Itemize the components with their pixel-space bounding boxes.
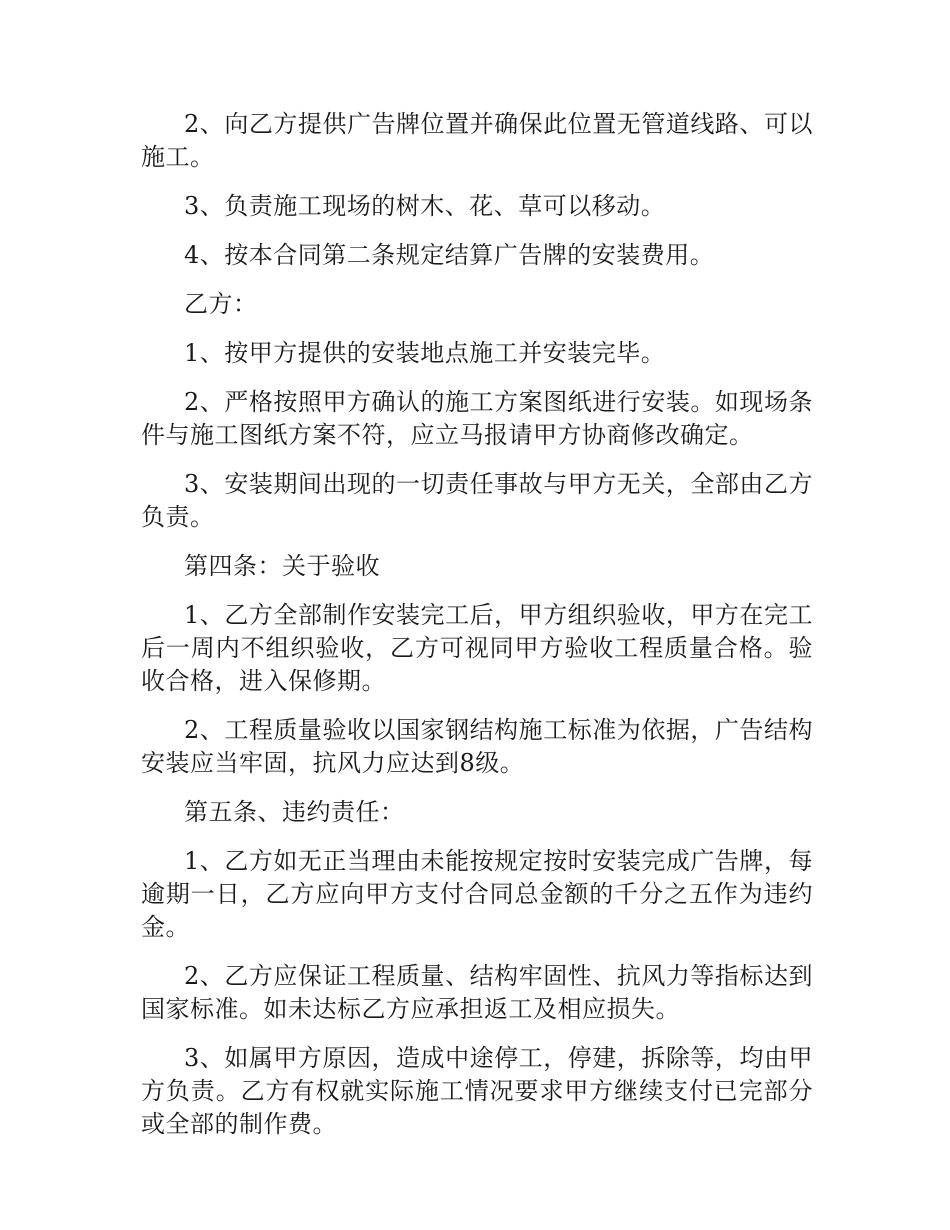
paragraph-party-b-clause-2: 2、严格按照甲方确认的施工方案图纸进行安装。如现场条件与施工图纸方案不符，应立马报请甲方协商修改确定。 bbox=[141, 388, 813, 449]
heading-article-five: 第五条、违约责任： bbox=[184, 798, 405, 826]
paragraph-liability-clause-3: 3、如属甲方原因，造成中途停工，停建，拆除等，均由甲方负责。乙方有权就实际施工情况要求甲方继续支付已完部分或全部的制作费。 bbox=[141, 1044, 813, 1138]
paragraph-party-a-clause-3: 3、负责施工现场的树木、花、草可以移动。 bbox=[184, 192, 666, 220]
heading-party-b: 乙方： bbox=[184, 290, 258, 318]
paragraph-acceptance-clause-2: 2、工程质量验收以国家钢结构施工标准为依据，广告结构安装应当牢固，抗风力应达到8级。 bbox=[141, 716, 813, 777]
document-body bbox=[141, 108, 813, 1157]
paragraph-party-a-clause-2: 2、向乙方提供广告牌位置并确保此位置无管道线路、可以施工。 bbox=[141, 110, 813, 171]
paragraph-acceptance-clause-1: 1、乙方全部制作安装完工后，甲方组织验收，甲方在完工后一周内不组织验收，乙方可视同甲方验收工程质量合格。验收合格，进入保修期。 bbox=[141, 601, 813, 695]
heading-article-four: 第四条：关于验收 bbox=[184, 552, 380, 580]
paragraph-liability-clause-1: 1、乙方如无正当理由未能按规定按时安装完成广告牌，每逾期一日，乙方应向甲方支付合同总金额的千分之五作为违约金。 bbox=[141, 847, 813, 941]
paragraph-party-b-clause-3: 3、安装期间出现的一切责任事故与甲方无关，全部由乙方负责。 bbox=[141, 470, 813, 531]
paragraph-liability-clause-2: 2、乙方应保证工程质量、结构牢固性、抗风力等指标达到国家标准。如未达标乙方应承担返工及相应损失。 bbox=[141, 962, 813, 1023]
paragraph-party-b-clause-1: 1、按甲方提供的安装地点施工并安装完毕。 bbox=[184, 339, 666, 367]
paragraph-party-a-clause-4: 4、按本合同第二条规定结算广告牌的安装费用。 bbox=[184, 241, 715, 269]
